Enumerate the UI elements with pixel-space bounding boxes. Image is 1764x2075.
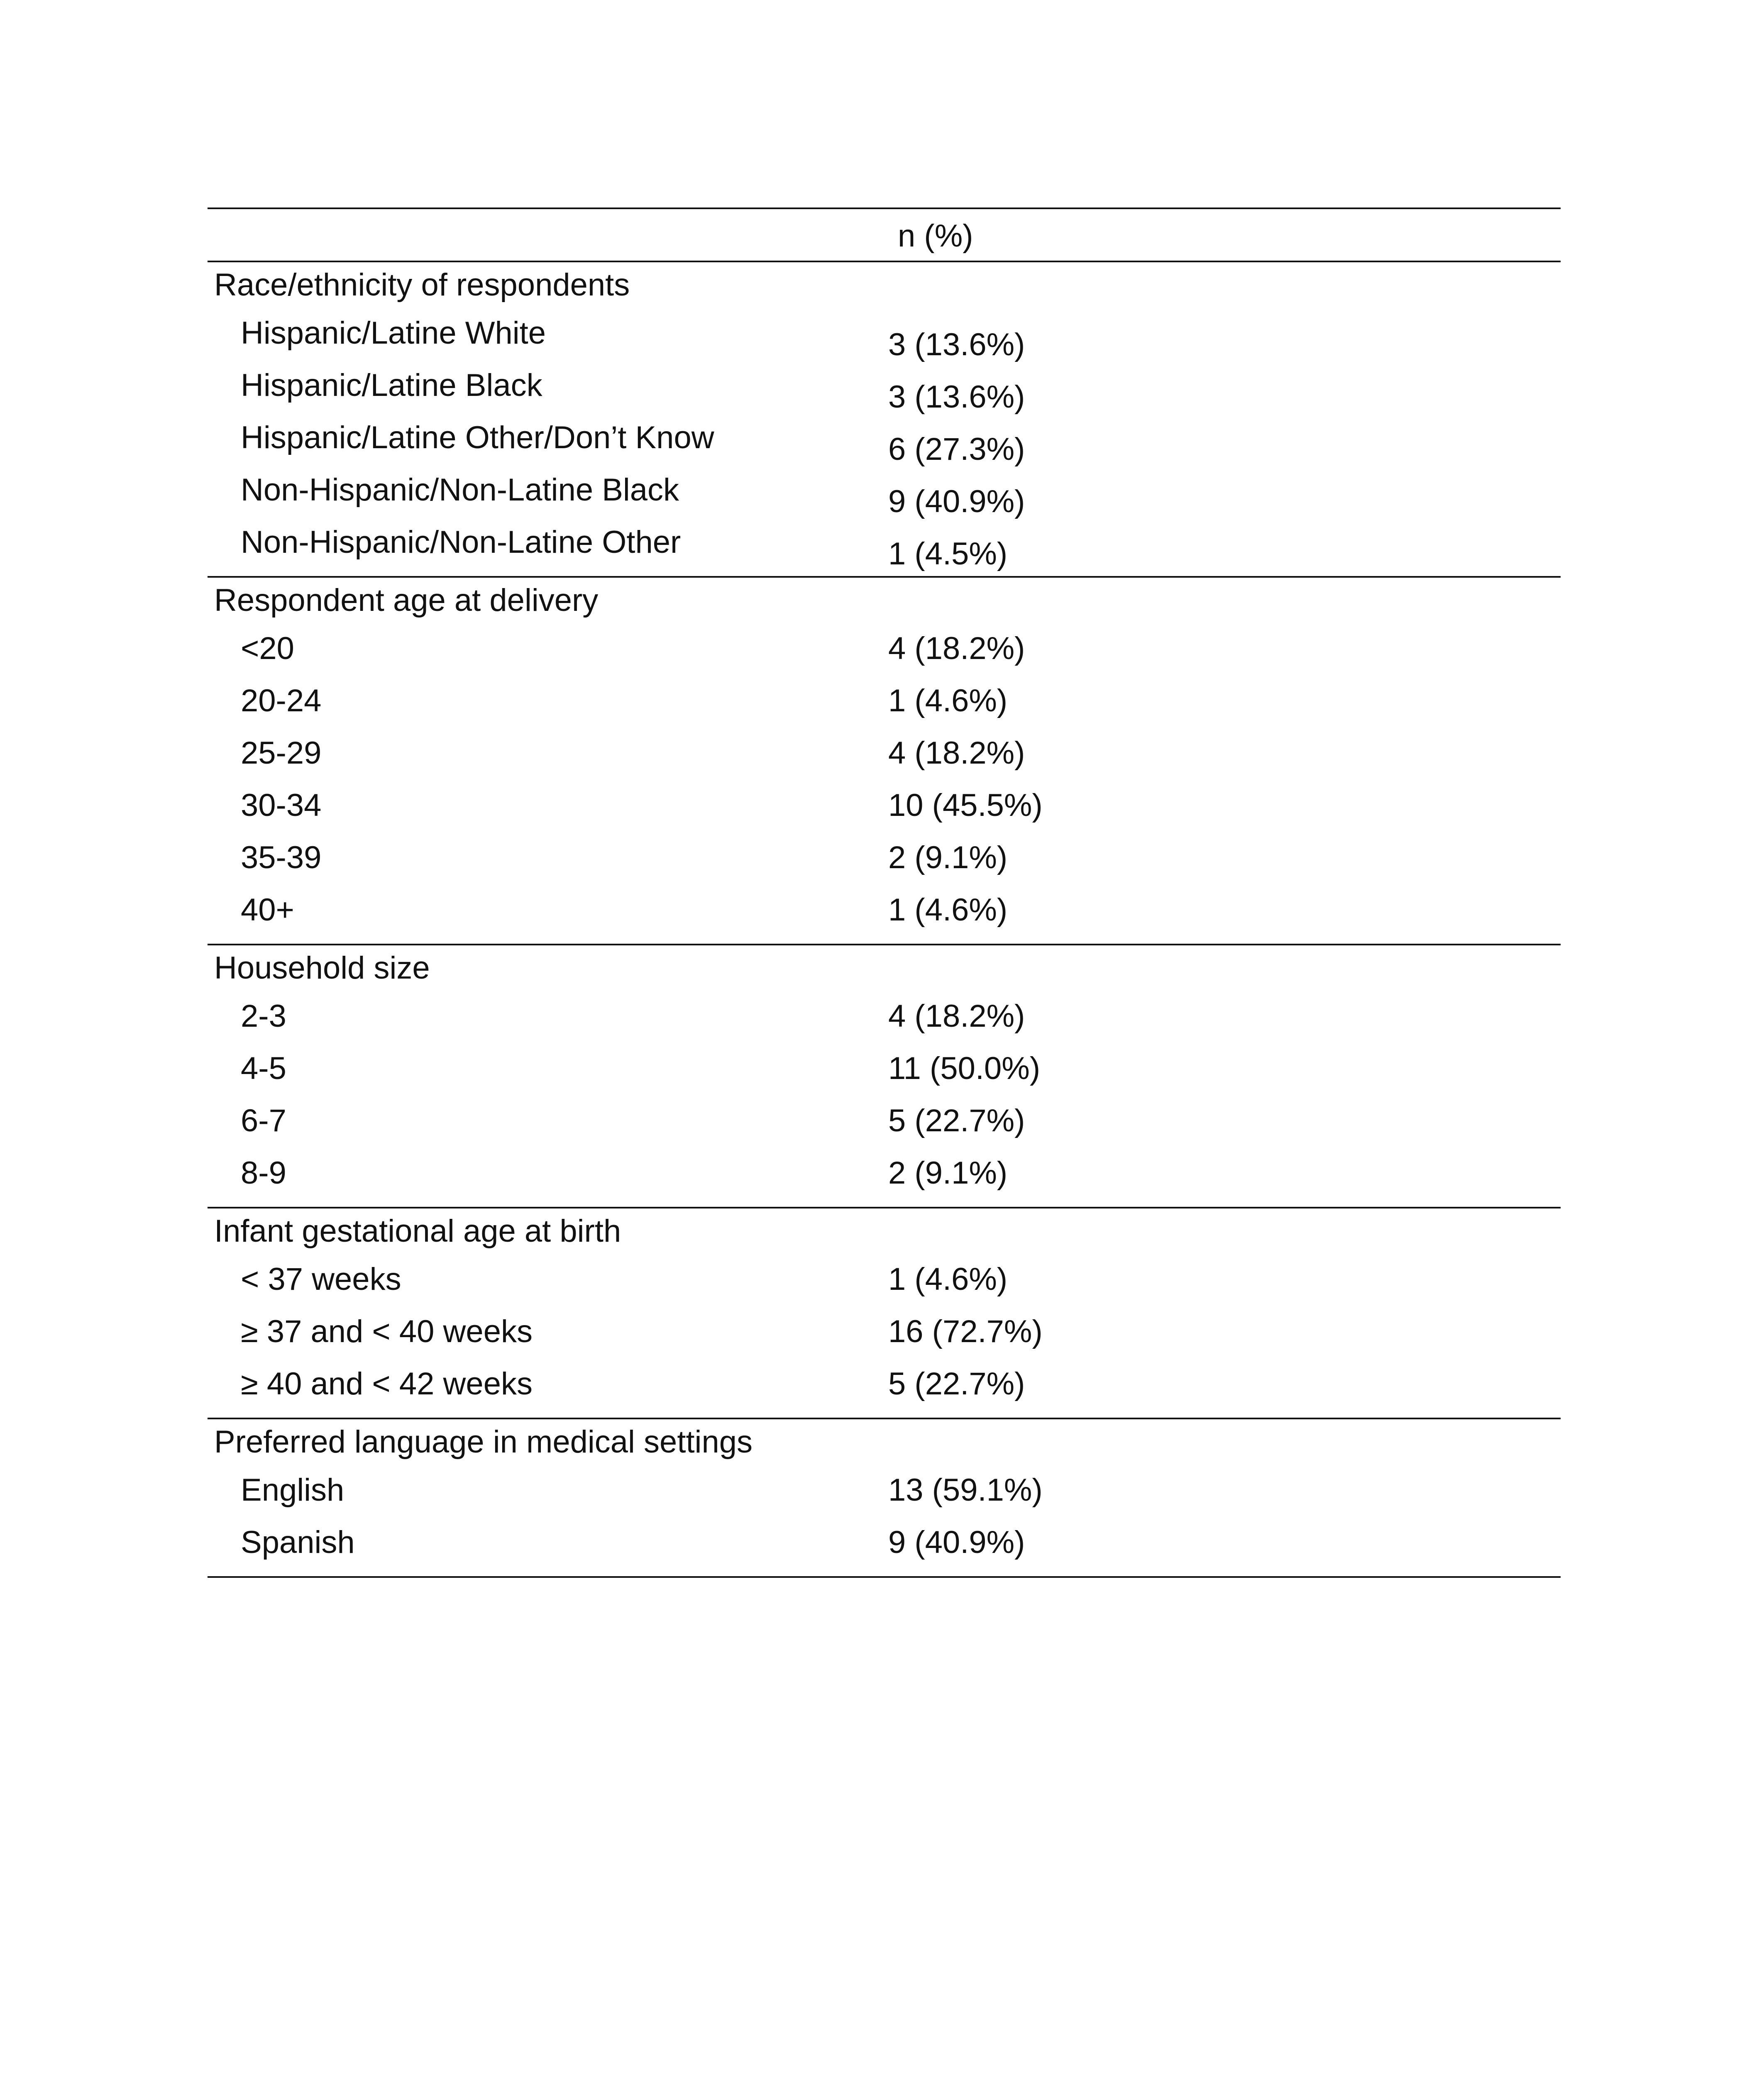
section-rule — [208, 1576, 1561, 1578]
table-row — [208, 1095, 1561, 1147]
row-value: 5 (22.7%) — [888, 1366, 1025, 1401]
row-label: < 37 weeks — [241, 1262, 401, 1297]
section-spacer — [208, 1569, 1561, 1576]
row-label: 40+ — [241, 892, 294, 928]
section-title-row — [208, 578, 1561, 622]
row-value: 1 (4.6%) — [888, 1262, 1008, 1297]
row-label: ≥ 40 and < 42 weeks — [241, 1366, 533, 1401]
row-value: 11 (50.0%) — [888, 1051, 1041, 1086]
table-row — [208, 990, 1561, 1042]
row-label: 35-39 — [241, 840, 322, 875]
section-spacer — [208, 1199, 1561, 1207]
row-label: Spanish — [241, 1525, 355, 1560]
row-label: 2-3 — [241, 998, 286, 1034]
row-value: 6 (27.3%) — [888, 432, 1025, 467]
row-value: 4 (18.2%) — [888, 998, 1025, 1034]
table-row — [208, 832, 1561, 884]
row-label: ≥ 37 and < 40 weeks — [241, 1314, 533, 1349]
row-label: Hispanic/Latine Black — [241, 368, 542, 403]
section-title: Race/ethnicity of respondents — [214, 267, 630, 303]
table-section — [208, 1208, 1561, 1418]
row-label: 4-5 — [241, 1051, 286, 1086]
table-row — [208, 464, 1561, 519]
row-value: 9 (40.9%) — [888, 1525, 1025, 1560]
row-value: 2 (9.1%) — [888, 840, 1008, 875]
section-title: Preferred language in medical settings — [214, 1424, 753, 1460]
section-title: Household size — [214, 950, 430, 986]
row-value: 16 (72.7%) — [888, 1314, 1043, 1349]
column-header-n-percent: n (%) — [898, 218, 973, 254]
row-value: 2 (9.1%) — [888, 1155, 1008, 1191]
row-value: 1 (4.6%) — [888, 892, 1008, 928]
table-section — [208, 1419, 1561, 1576]
table-row — [208, 1147, 1561, 1199]
table-row — [208, 727, 1561, 779]
section-title: Respondent age at delivery — [214, 583, 599, 618]
table-row — [208, 412, 1561, 467]
row-value: 3 (13.6%) — [888, 379, 1025, 415]
row-label: Non-Hispanic/Non-Latine Other — [241, 525, 681, 560]
table-section — [208, 945, 1561, 1207]
row-label: 20-24 — [241, 683, 322, 718]
table-row — [208, 1253, 1561, 1306]
table-section — [208, 262, 1561, 576]
row-label: 6-7 — [241, 1103, 286, 1138]
table-section — [208, 578, 1561, 944]
demographics-table — [208, 208, 1561, 1578]
row-value: 13 (59.1%) — [888, 1472, 1043, 1508]
table-header — [208, 209, 1561, 261]
table-row — [208, 779, 1561, 832]
row-label: <20 — [241, 631, 294, 666]
row-label: 25-29 — [241, 735, 322, 771]
row-label: English — [241, 1472, 344, 1508]
section-title-row — [208, 1419, 1561, 1464]
row-label: 8-9 — [241, 1155, 286, 1191]
row-label: 30-34 — [241, 788, 322, 823]
table-row — [208, 622, 1561, 675]
row-label: Non-Hispanic/Non-Latine Black — [241, 472, 679, 508]
section-spacer — [208, 569, 1561, 576]
section-title-row — [208, 262, 1561, 307]
table-row — [208, 675, 1561, 727]
row-value: 1 (4.6%) — [888, 683, 1008, 718]
table-row — [208, 1306, 1561, 1358]
section-title-row — [208, 945, 1561, 990]
table-row — [208, 884, 1561, 936]
section-spacer — [208, 936, 1561, 944]
row-value: 4 (18.2%) — [888, 735, 1025, 771]
table-row — [208, 1464, 1561, 1516]
section-spacer — [208, 1410, 1561, 1418]
table-row — [208, 516, 1561, 569]
row-value: 5 (22.7%) — [888, 1103, 1025, 1138]
row-value: 1 (4.5%) — [888, 536, 1008, 571]
row-label: Hispanic/Latine Other/Don’t Know — [241, 420, 714, 455]
row-value: 4 (18.2%) — [888, 631, 1025, 666]
table-row — [208, 359, 1561, 415]
table-row — [208, 1516, 1561, 1569]
table-row — [208, 307, 1561, 362]
section-title-row — [208, 1208, 1561, 1253]
table-row — [208, 1042, 1561, 1095]
row-label: Hispanic/Latine White — [241, 315, 546, 351]
row-value: 3 (13.6%) — [888, 327, 1025, 362]
row-value: 9 (40.9%) — [888, 484, 1025, 519]
table-body — [208, 262, 1561, 1578]
section-title: Infant gestational age at birth — [214, 1213, 621, 1249]
table-row — [208, 1358, 1561, 1410]
row-value: 10 (45.5%) — [888, 788, 1043, 823]
